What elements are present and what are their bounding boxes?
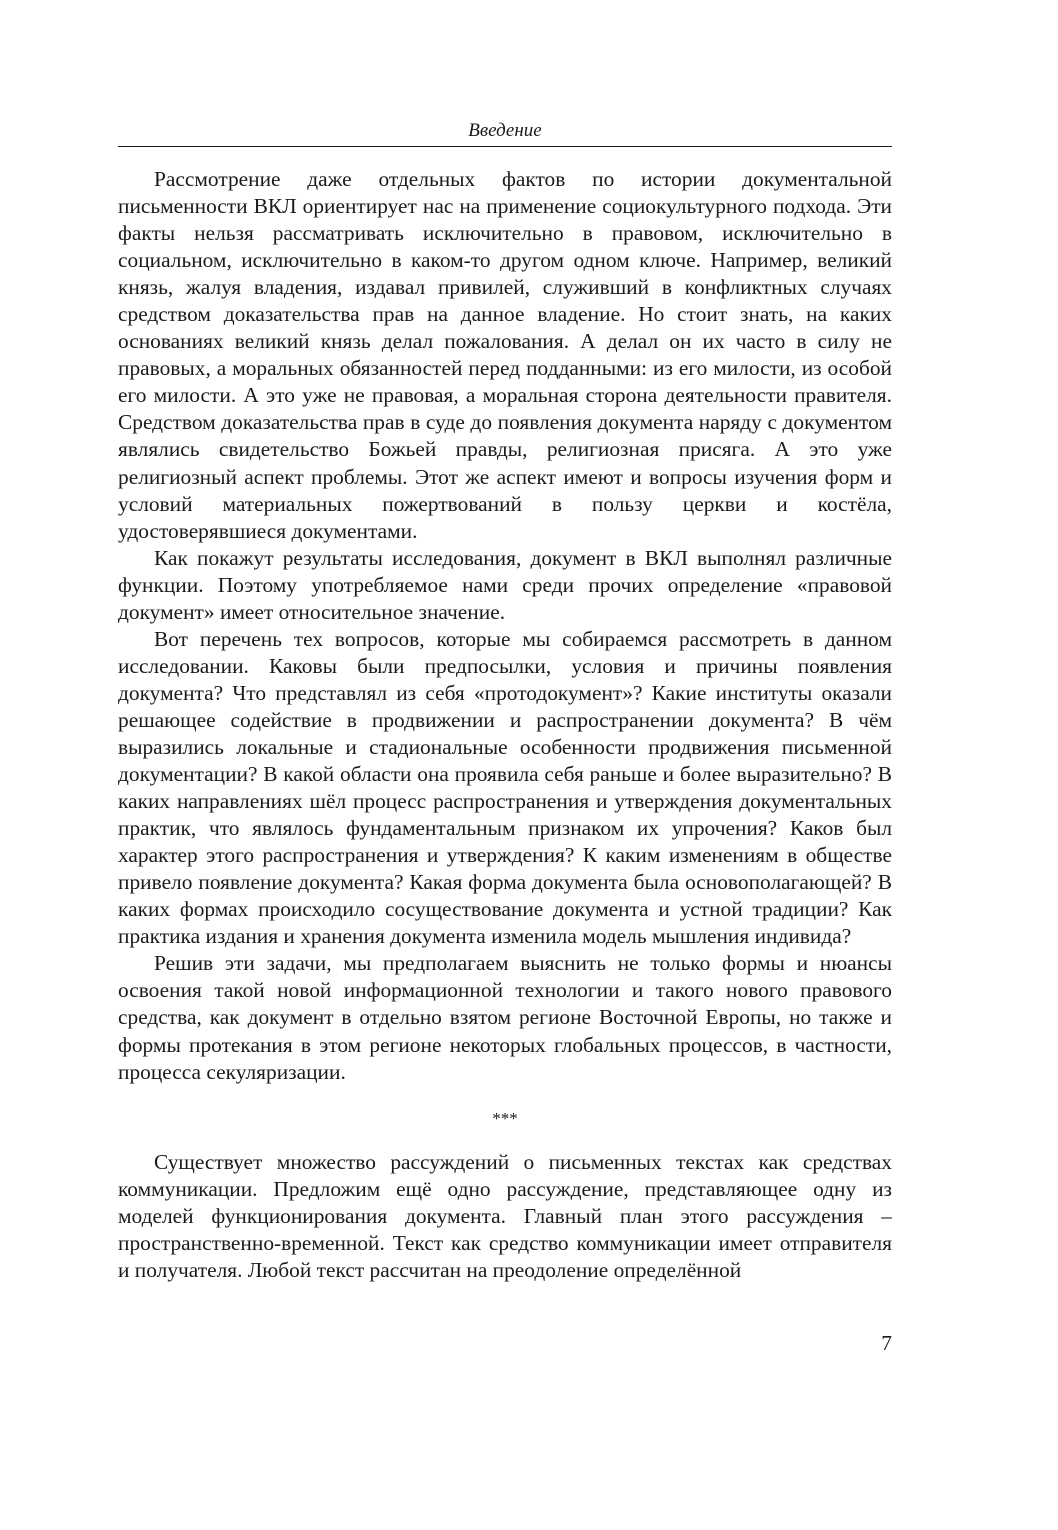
main-text (118, 166, 892, 1284)
page-number: 7 (881, 1331, 892, 1355)
running-head-title: Введение (468, 120, 542, 141)
paragraph: Рассмотрение даже отдельных фактов по истории документальной письменности ВКЛ ориентирует нас на применение социокультурного подхода. Эти факты нельзя рассматривать исключительно в правовом, исключительно в социальном, исключительно в каком-то другом одном ключе. Например, великий князь, жалуя владения, издавал привилей, служивший в конфликтных случаях средством доказательства прав на данное владение. Но стоит знать, на каких основаниях великий князь делал пожалования. А делал он их часто в силу не правовых, а моральных обязанностей перед подданными: из его милости, из особой его милости. А это уже не правовая, а моральная сторона деятельности правителя. Средством доказательства прав в суде до появления документа наряду с документом являлись свидетельство Божьей правды, религиозная присяга. А это уже религиозный аспект проблемы. Этот же аспект имеют и вопросы изучения форм и условий материальных пожертвований в пользу церкви и костёла, удостоверявшиеся документами. (118, 167, 892, 543)
paragraph: Как покажут результаты исследования, документ в ВКЛ выполнял различные функции. Поэтому употребляемое нами среди прочих определение «правовой документ» имеет относительное значение. (118, 545, 892, 624)
paragraph: Вот перечень тех вопросов, которые мы собираемся рассмотреть в данном исследовании. Каковы были предпосылки, условия и причины появления документа? Что представлял из себя «протодокумент»? Какие институты оказали решающее содействие в продвижении и распространении документа? В чём выразились локальные и стадиональные особенности продвижения письменной документации? В какой области она проявила себя раньше и более выразительно? В каких направлениях шёл процесс распространения и утверждения документальных практик, что являлось фундаментальным признаком их упрочения? Каков был характер этого распространения и утверждения? К каким изменениям в обществе привело появление документа? Какая форма документа была основополагающей? В каких формах происходило сосуществование документа и устной традиции? Как практика издания и хранения документа изменила модель мышления индивида? (118, 626, 892, 949)
header-divider (118, 146, 892, 147)
paragraph: Решив эти задачи, мы предполагаем выяснить не только формы и нюансы освоения такой новой информационной технологии и такого нового правового средства, как документ в отдельно взятом регионе Восточной Европы, но также и формы протекания в этом регионе некоторых глобальных процессов, в частности, процесса секуляризации. (118, 951, 892, 1084)
paragraph: Существует множество рассуждений о письменных текстах как средствах коммуникации. Предложим ещё одно рассуждение, представляющее одну из моделей функционирования документа. Главный план этого рассуждения – пространственно-временной. Текст как средство коммуникации имеет отправителя и получателя. Любой текст рассчитан на преодоление определённой (118, 1149, 892, 1282)
section-separator: *** (492, 1108, 518, 1128)
